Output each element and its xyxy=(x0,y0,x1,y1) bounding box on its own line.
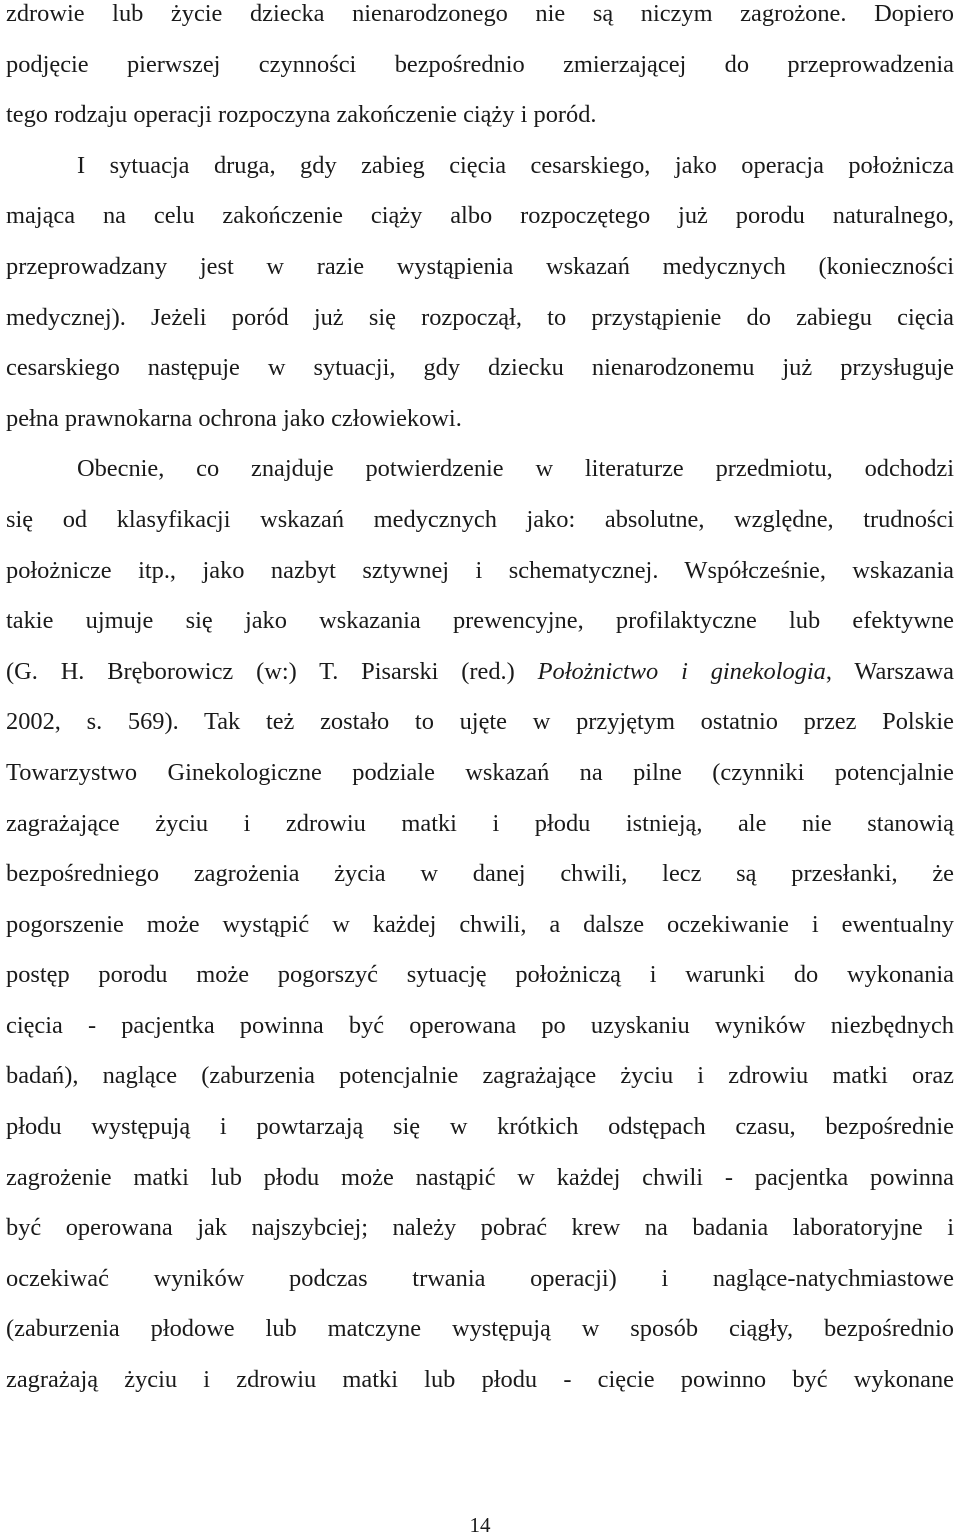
paragraph-2 xyxy=(6,141,954,445)
citation-text: , Warszawa xyxy=(825,657,954,685)
text-line: cięcia - pacjentka powinna być operowana po uzyskaniu wyników niezbędnych xyxy=(6,1011,954,1039)
book-title: Położnictwo i ginekologia xyxy=(537,657,826,685)
text-line: pogorszenie może wystąpić w każdej chwili, a dalsze oczekiwanie i ewentualny xyxy=(6,910,954,938)
text-line: tego rodzaju operacji rozpoczyna zakończenie ciąży i poród. xyxy=(6,101,597,129)
text-line: 2002, s. 569). Tak też zostało to ujęte w przyjętym ostatnio przez Polskie xyxy=(6,708,954,736)
text-line: (zaburzenia płodowe lub matczyne występują w sposób ciągły, bezpośrednio xyxy=(6,1315,954,1343)
text-line: podjęcie pierwszej czynności bezpośrednio zmierzającej do przeprowadzenia xyxy=(6,50,954,78)
text-line: zagrożenie matki lub płodu może nastąpić w każdej chwili - pacjentka powinna xyxy=(6,1163,954,1191)
citation-line xyxy=(6,647,954,698)
text-line: badań), naglące (zaburzenia potencjalnie zagrażające życiu i zdrowiu matki oraz xyxy=(6,1062,954,1090)
text-line: płodu występują i powtarzają się w krótkich odstępach czasu, bezpośrednie xyxy=(6,1113,954,1141)
text-line: położnicze itp., jako nazbyt sztywnej i schematycznej. Współcześnie, wskazania xyxy=(6,556,954,584)
text-line: zagrażają życiu i zdrowiu matki lub płodu - cięcie powinno być wykonane xyxy=(6,1366,954,1394)
text-line: przeprowadzany jest w razie wystąpienia wskazań medycznych (konieczności xyxy=(6,252,954,280)
text-line: postęp porodu może pogorszyć sytuację położniczą i warunki do wykonania xyxy=(6,961,954,989)
text-line: bezpośredniego zagrożenia życia w danej chwili, lecz są przesłanki, że xyxy=(6,860,954,888)
document-page xyxy=(6,0,954,1406)
text-line: medycznej). Jeżeli poród już się rozpoczął, to przystąpienie do zabiegu cięcia xyxy=(6,303,954,331)
citation-text: (G. H. Bręborowicz (w:) T. Pisarski (red.) xyxy=(6,657,538,685)
page-number: 14 xyxy=(469,1513,491,1537)
text-line: być operowana jak najszybciej; należy pobrać krew na badania laboratoryjne i xyxy=(6,1214,954,1242)
text-line: zagrażające życiu i zdrowiu matki i płodu istnieją, ale nie stanowią xyxy=(6,809,954,837)
text-line: I sytuacja druga, gdy zabieg cięcia cesarskiego, jako operacja położnicza xyxy=(77,151,954,179)
paragraph-3 xyxy=(6,444,954,1405)
text-line: takie ujmuje się jako wskazania prewencyjne, profilaktyczne lub efektywne xyxy=(6,607,954,635)
text-line: oczekiwać wyników podczas trwania operacji) i naglące-natychmiastowe xyxy=(6,1264,954,1292)
text-line: pełna prawnokarna ochrona jako człowiekowi. xyxy=(6,404,462,432)
text-line: Obecnie, co znajduje potwierdzenie w literaturze przedmiotu, odchodzi xyxy=(77,455,954,483)
paragraph-1 xyxy=(6,0,954,141)
text-line: Towarzystwo Ginekologiczne podziale wskazań na pilne (czynniki potencjalnie xyxy=(6,758,954,786)
text-line: mająca na celu zakończenie ciąży albo rozpoczętego już porodu naturalnego, xyxy=(6,202,954,230)
text-line: się od klasyfikacji wskazań medycznych jako: absolutne, względne, trudności xyxy=(6,505,954,533)
text-line: zdrowie lub życie dziecka nienarodzonego nie są niczym zagrożone. Dopiero xyxy=(6,0,954,27)
text-line: cesarskiego następuje w sytuacji, gdy dziecku nienarodzonemu już przysługuje xyxy=(6,354,954,382)
